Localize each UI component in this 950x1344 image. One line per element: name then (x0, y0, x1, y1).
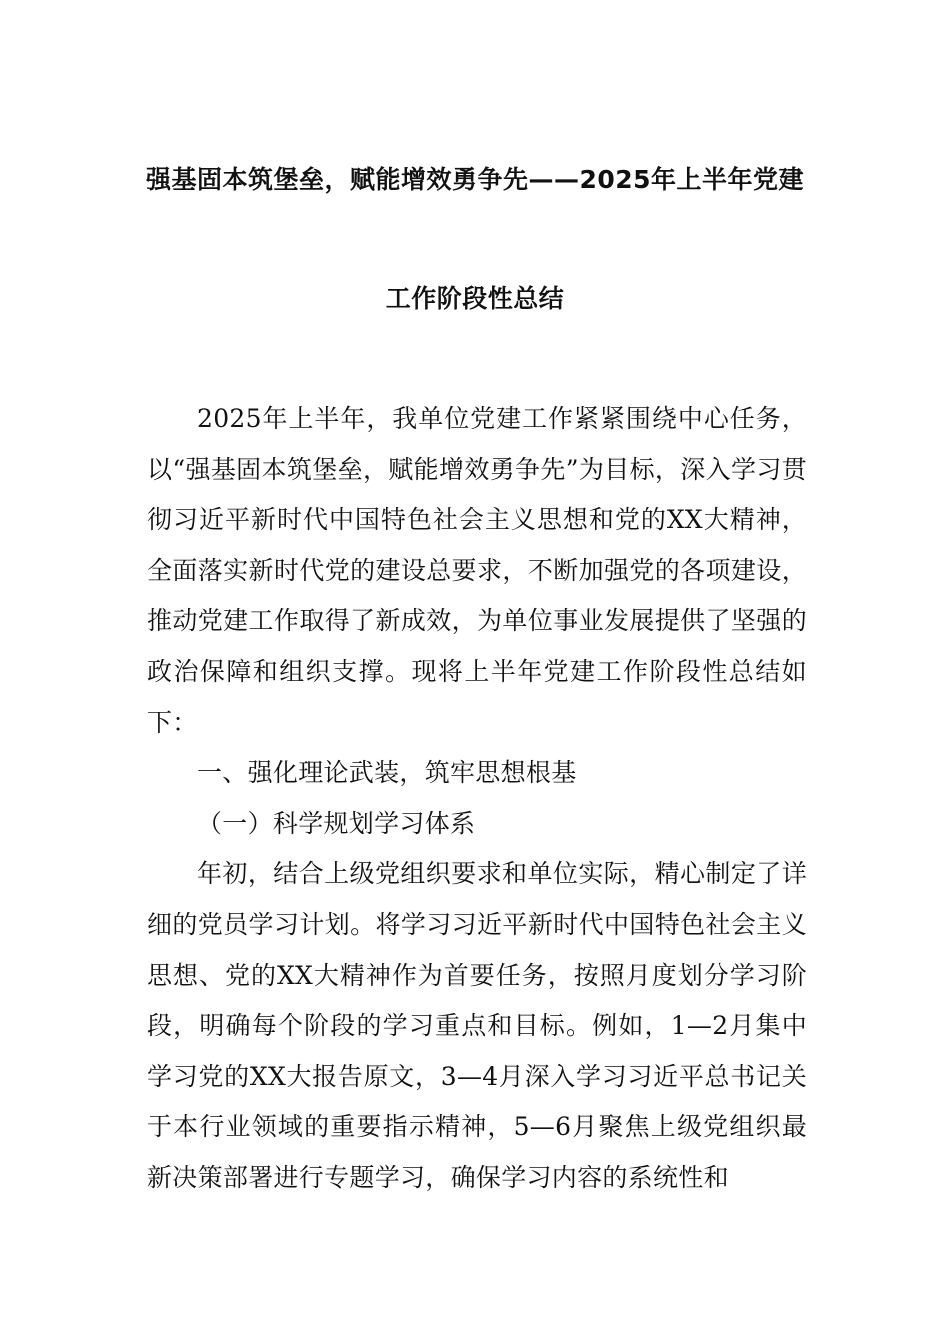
intro-paragraph: 2025年上半年，我单位党建工作紧紧围绕中心任务，以“强基固本筑堡垒，赋能增效勇争先”为目标，深入学习贯彻习近平新时代中国特色社会主义思想和党的XX大精神，全面落实新时代党的建设总要求，不断加强党的各项建设，推动党建工作取得了新成效，为单位事业发展提供了坚强的政治保障和组织支撑。现将上半年党建工作阶段性总结如下： (147, 404, 807, 737)
document-body (147, 394, 807, 1204)
subsection-heading: （一）科学规划学习体系 (197, 808, 476, 838)
document-title-line-1: 强基固本筑堡垒，赋能增效勇争先——2025年上半年党建 (145, 165, 805, 194)
document-title-line-2: 工作阶段性总结 (385, 284, 565, 313)
section-heading: 一、强化理论武装，筑牢思想根基 (197, 758, 577, 788)
body-paragraph: 年初，结合上级党组织要求和单位实际，精心制定了详细的党员学习计划。将学习习近平新时代中国特色社会主义思想、党的XX大精神作为首要任务，按照月度划分学习阶段，明确每个阶段的学习重点和目标。例如，1—2月集中学习党的XX大报告原文，3—4月深入学习习近平总书记关于本行业领域的重要指示精神，5—6月聚焦上级党组织最新决策部署进行专题学习，确保学习内容的系统性和 (147, 859, 807, 1192)
